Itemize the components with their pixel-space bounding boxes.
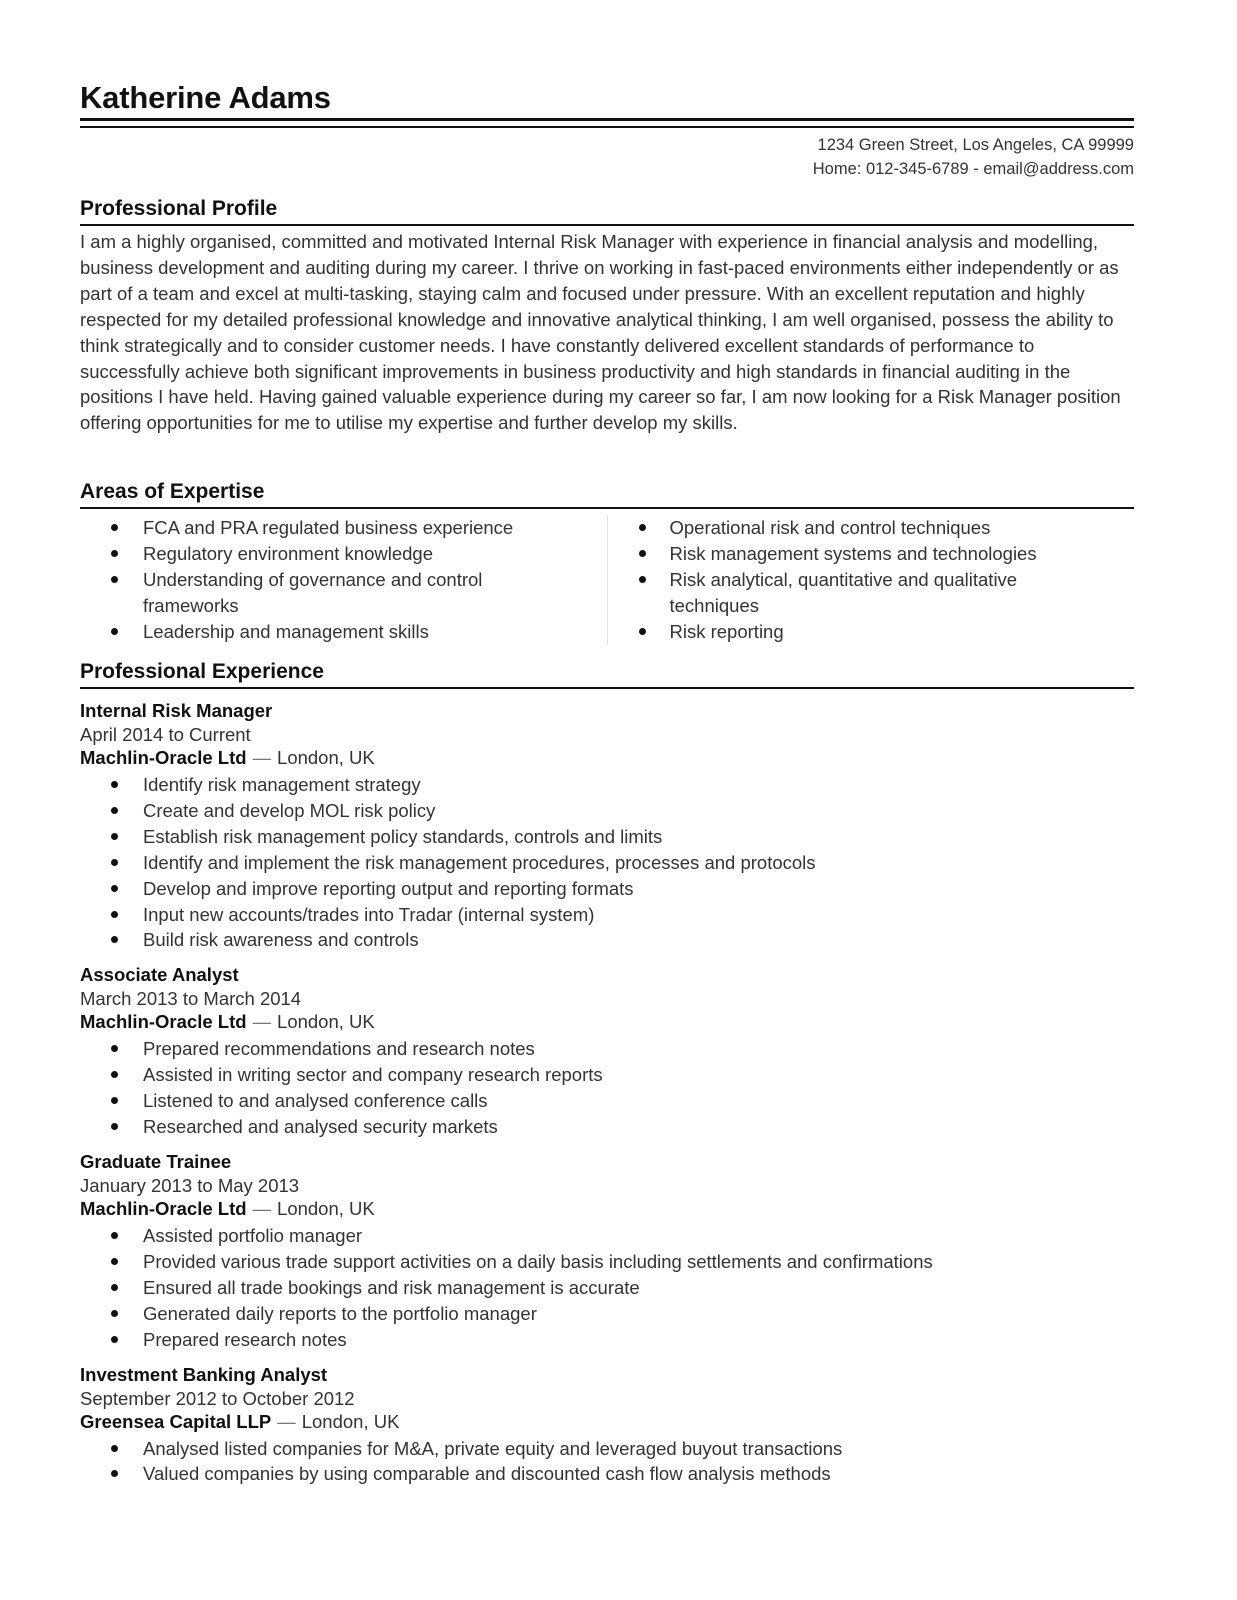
job-location: London, UK — [277, 1197, 375, 1219]
job-company-line — [80, 1197, 1134, 1221]
bullet-icon — [111, 1470, 118, 1477]
contact-block — [813, 133, 1134, 181]
bullet-icon — [111, 859, 118, 866]
expertise-column-right — [608, 515, 1135, 645]
job-bullet: Listened to and analysed conference calls — [80, 1088, 1134, 1114]
job-dates: April 2014 to Current — [80, 724, 251, 745]
job-bullets — [80, 1436, 1134, 1488]
job-entry — [80, 1363, 1134, 1488]
job-dates: March 2013 to March 2014 — [80, 988, 302, 1010]
separator-dash: — — [252, 1197, 272, 1219]
job-bullet: Develop and improve reporting output and reporting formats — [80, 876, 1134, 902]
job-bullet: Valued companies by using comparable and discounted cash flow analysis methods — [80, 1461, 1134, 1487]
job-bullet: Create and develop MOL risk policy — [80, 798, 1134, 824]
bullet-icon — [111, 833, 118, 840]
bullet-icon — [639, 628, 646, 635]
bullet-icon — [111, 781, 118, 788]
expertise-item: FCA and PRA regulated business experience — [80, 515, 607, 541]
bullet-icon — [111, 524, 118, 531]
job-dates: January 2013 to May 2013 — [80, 1174, 300, 1196]
job-bullet: Identify risk management strategy — [80, 772, 1134, 798]
bullet-icon — [111, 1258, 118, 1265]
job-location: London, UK — [277, 747, 375, 768]
job-company: Greensea Capital LLP — [80, 1410, 272, 1432]
expertise-item: Risk management systems and technologies — [608, 541, 1135, 567]
bullet-icon — [111, 1310, 118, 1317]
job-entry — [80, 699, 1134, 953]
job-bullet: Generated daily reports to the portfolio manager — [80, 1301, 1134, 1327]
job-title: Investment Banking Analyst — [80, 1363, 328, 1385]
job-company: Machlin-Oracle Ltd — [80, 1197, 247, 1219]
job-location: London, UK — [301, 1410, 400, 1432]
expertise-item: Regulatory environment knowledge — [80, 541, 607, 567]
profile-summary: I am a highly organised, committed and motivated Internal Risk Manager with experience in financial analysis and modelling, business development and auditing during my career. I thrive on working in fast-paced environments either independently or as part of a team and excel at multi-tasking, staying calm and focused under pressure. With an excellent reputation and highly respected for my detailed professional knowledge and innovative analytical thinking, I am well organised, possess the ability to think strategically and to consider customer needs. I have constantly delivered excellent standards of performance to successfully achieve both significant improvements in business productivity and high standards in financial auditing in the positions I have held. Having gained valuable experience during my career so far, I am now looking for a Risk Manager position offering opportunities for me to utilise my expertise and further develop my skills. — [80, 231, 1121, 434]
bullet-icon — [111, 1071, 118, 1078]
expertise-item: Risk analytical, quantitative and qualitative techniques — [608, 567, 1090, 619]
candidate-name: Katherine Adams — [80, 80, 331, 115]
expertise-section — [80, 479, 1134, 645]
job-bullet: Build risk awareness and controls — [80, 927, 1134, 953]
job-location: London, UK — [277, 1011, 375, 1033]
job-entry — [80, 963, 1134, 1140]
bullet-icon — [111, 1445, 118, 1452]
bullet-icon — [111, 911, 118, 918]
section-title-profile: Professional Profile — [80, 196, 1134, 226]
bullet-icon — [111, 576, 118, 583]
separator-dash: — — [277, 1410, 296, 1432]
job-bullet: Establish risk management policy standards, controls and limits — [80, 824, 1134, 850]
job-bullet: Provided various trade support activities on a daily basis including settlements and confirmations — [80, 1249, 1134, 1275]
job-company-line — [80, 1010, 1134, 1034]
job-title: Graduate Trainee — [80, 1150, 232, 1172]
job-bullet: Ensured all trade bookings and risk management is accurate — [80, 1275, 1134, 1301]
bullet-icon — [111, 807, 118, 814]
bullet-icon — [639, 550, 646, 557]
job-bullet: Analysed listed companies for M&A, private equity and leveraged buyout transactions — [80, 1436, 1134, 1462]
job-dates: September 2012 to October 2012 — [80, 1387, 355, 1409]
job-bullet: Researched and analysed security markets — [80, 1114, 1134, 1140]
bullet-icon — [111, 1097, 118, 1104]
job-company: Machlin-Oracle Ltd — [80, 1011, 247, 1033]
bullet-icon — [111, 1336, 118, 1343]
bullet-icon — [639, 576, 646, 583]
job-bullet: Prepared recommendations and research notes — [80, 1036, 1134, 1062]
expertise-item: Understanding of governance and control frameworks — [80, 567, 543, 619]
job-title: Associate Analyst — [80, 964, 239, 986]
job-bullets — [80, 772, 1134, 953]
expertise-grid — [80, 515, 1134, 645]
job-company-line — [80, 746, 1134, 770]
bullet-icon — [111, 936, 118, 943]
job-company: Machlin-Oracle Ltd — [80, 747, 247, 768]
job-bullet: Assisted portfolio manager — [80, 1223, 1134, 1249]
bullet-icon — [111, 1045, 118, 1052]
bullet-icon — [111, 1284, 118, 1291]
header-divider-thin — [80, 126, 1134, 128]
bullet-icon — [111, 1123, 118, 1130]
profile-section — [80, 196, 1134, 436]
bullet-icon — [639, 524, 646, 531]
bullet-icon — [111, 885, 118, 892]
header-divider-thick — [80, 118, 1134, 121]
separator-dash: — — [252, 1011, 272, 1033]
contact-address: 1234 Green Street, Los Angeles, CA 99999 — [817, 136, 1134, 154]
separator-dash: — — [252, 747, 272, 768]
job-bullet: Identify and implement the risk management procedures, processes and protocols — [80, 850, 1134, 876]
job-bullets — [80, 1223, 1134, 1353]
section-title-experience: Professional Experience — [80, 659, 1134, 689]
section-title-expertise: Areas of Expertise — [80, 479, 1134, 509]
expertise-column-left — [80, 515, 608, 645]
job-bullet: Input new accounts/trades into Tradar (internal system) — [80, 902, 1134, 928]
job-title: Internal Risk Manager — [80, 700, 273, 721]
job-bullet: Prepared research notes — [80, 1327, 1134, 1353]
expertise-item: Risk reporting — [608, 619, 1135, 645]
bullet-icon — [111, 550, 118, 557]
expertise-item: Operational risk and control techniques — [608, 515, 1135, 541]
expertise-item: Leadership and management skills — [80, 619, 607, 645]
job-company-line — [80, 1410, 1134, 1434]
bullet-icon — [111, 628, 118, 635]
contact-phone-email: Home: 012-345-6789 - email@address.com — [812, 160, 1134, 178]
job-entry — [80, 1150, 1134, 1353]
job-bullet: Assisted in writing sector and company research reports — [80, 1062, 1134, 1088]
job-bullets — [80, 1036, 1134, 1140]
experience-section — [80, 659, 1134, 1487]
bullet-icon — [111, 1232, 118, 1239]
